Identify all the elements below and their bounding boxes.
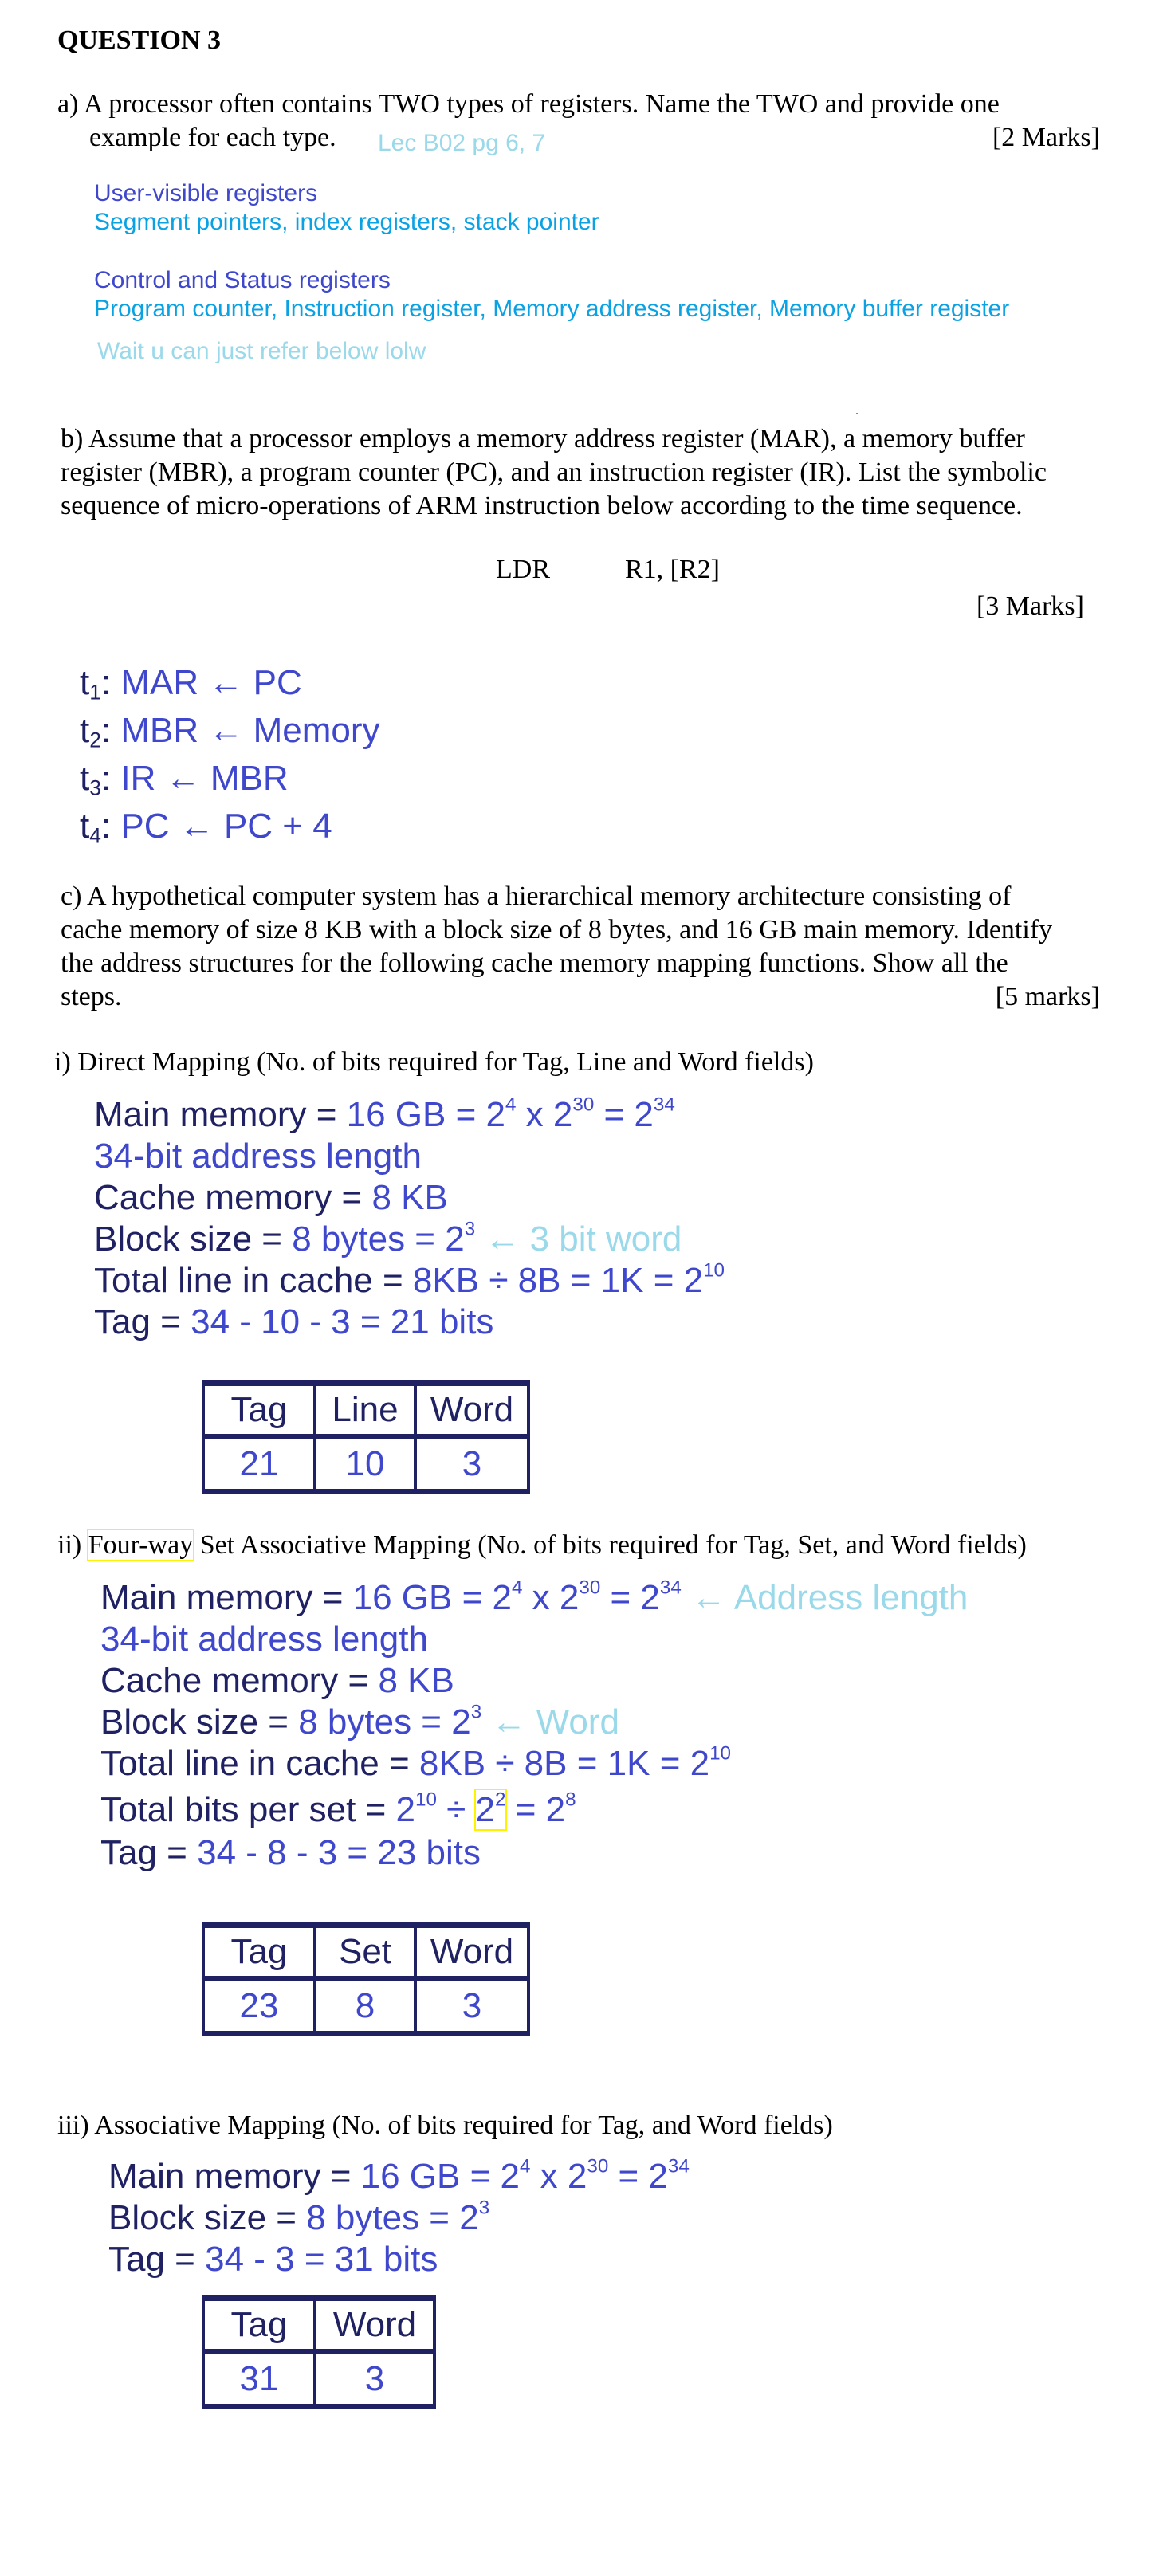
table-header-row: [203, 2299, 434, 2352]
side-note: Wait u can just refer below lolw: [97, 338, 426, 364]
register-examples-control-status: Program counter, Instruction register, Memory address register, Memory buffer register: [94, 296, 1010, 322]
part-c-text-line3: the address structures for the following cache memory mapping functions. Show all the: [61, 948, 1008, 978]
micro-op-t4: $t_4$: PC ← PC + 4: [80, 807, 332, 848]
set-block-size: Block size = 8 bytes = $2^3$ ← Word: [100, 1701, 619, 1742]
header-line: Line: [315, 1384, 415, 1437]
direct-total-lines: Total line in cache = $8KB \div 8B = 1K = 2^{10}$: [94, 1259, 725, 1300]
direct-main-memory: Main memory = 16 GB = $2^4$ x $2^{30} = 2^{34}$: [94, 1094, 675, 1134]
assoc-main-memory: Main memory = 16 GB = $2^4$ x $2^{30} = 2^{34}$: [108, 2155, 690, 2196]
value-tag: 21: [203, 1437, 315, 1492]
set-address-length: 34-bit address length: [100, 1620, 428, 1659]
direct-block-size: Block size = 8 bytes = $2^3$ ← 3 bit word: [94, 1218, 682, 1259]
instruction-opcode: LDR: [496, 555, 550, 584]
assoc-tag-calc: Tag = 34 - 3 = 31 bits: [108, 2240, 438, 2279]
assoc-block-size: Block size = 8 bytes = $2^3$: [108, 2197, 490, 2237]
part-a-text-line1: a) A processor often contains TWO types of registers. Name the TWO and provide one: [57, 89, 1000, 119]
part-c-marks: [5 marks]: [995, 982, 1100, 1011]
set-assoc-heading: ii) Four-way Set Associative Mapping (No. of bits required for Tag, Set, and Word fields): [57, 1530, 1027, 1560]
table-header-row: [203, 1384, 528, 1437]
part-a-marks: [2 Marks]: [992, 123, 1100, 152]
set-main-memory: Main memory = 16 GB = $2^4$ x $2^{30} = 2^{34}$ ← Address length: [100, 1577, 969, 1617]
header-word: Word: [315, 2299, 434, 2352]
four-way-highlight: Four-way: [88, 1530, 194, 1560]
part-b-marks: [3 Marks]: [976, 591, 1084, 621]
ways-highlight: $2^2$: [475, 1789, 506, 1829]
table-value-row: [203, 2352, 434, 2407]
part-b-text-line3: sequence of micro-operations of ARM instruction below according to the time sequence.: [61, 491, 1023, 520]
question-title: QUESTION 3: [57, 26, 221, 55]
part-c-text-line2: cache memory of size 8 KB with a block size of 8 bytes, and 16 GB main memory. Identify: [61, 915, 1053, 944]
associative-heading: iii) Associative Mapping (No. of bits required for Tag, and Word fields): [57, 2111, 833, 2140]
value-set: 8: [315, 1979, 415, 2034]
set-bits-per-set: Total bits per set = $2^{10} \div 2^2 = 2^8$: [100, 1789, 576, 1829]
header-set: Set: [315, 1926, 415, 1979]
value-tag: 31: [203, 2352, 315, 2407]
value-line: 10: [315, 1437, 415, 1492]
instruction-operands: R1, [R2]: [625, 555, 720, 584]
header-word: Word: [415, 1384, 528, 1437]
part-b-text-line2: register (MBR), a program counter (PC), and an instruction register (IR). List the symbolic: [61, 457, 1047, 487]
set-tag-calc: Tag = 34 - 8 - 3 = 23 bits: [100, 1833, 481, 1872]
value-word: 3: [415, 1437, 528, 1492]
part-b-text-line1: b) Assume that a processor employs a memory address register (MAR), a memory buffer: [61, 424, 1025, 454]
micro-op-t2: $t_2$: MBR ← Memory: [80, 711, 380, 752]
direct-cache-memory: Cache memory = 8 KB: [94, 1178, 448, 1217]
header-word: Word: [415, 1926, 528, 1979]
set-assoc-address-table: [202, 1922, 530, 2036]
direct-mapping-heading: i) Direct Mapping (No. of bits required for Tag, Line and Word fields): [54, 1047, 814, 1077]
header-tag: Tag: [203, 1926, 315, 1979]
part-a-text-line2: example for each type.: [89, 123, 336, 152]
header-tag: Tag: [203, 1384, 315, 1437]
associative-address-table: [202, 2295, 436, 2409]
header-tag: Tag: [203, 2299, 315, 2352]
part-c-text-line4: steps.: [61, 982, 122, 1011]
direct-tag-calc: Tag = 34 - 10 - 3 = 21 bits: [94, 1302, 494, 1341]
stray-dot: [856, 413, 858, 414]
set-cache-memory: Cache memory = 8 KB: [100, 1661, 454, 1700]
set-total-lines: Total line in cache = $8KB \div 8B = 1K = 2^{10}$: [100, 1742, 731, 1783]
register-type-control-status: Control and Status registers: [94, 267, 391, 293]
micro-op-t3: $t_3$: IR ← MBR: [80, 759, 289, 800]
value-word: 3: [315, 2352, 434, 2407]
register-type-user-visible: User-visible registers: [94, 180, 318, 206]
register-examples-user-visible: Segment pointers, index registers, stack pointer: [94, 209, 599, 235]
table-header-row: [203, 1926, 528, 1979]
value-tag: 23: [203, 1979, 315, 2034]
table-value-row: [203, 1979, 528, 2034]
part-c-text-line1: c) A hypothetical computer system has a hierarchical memory architecture consisting of: [61, 882, 1012, 911]
micro-op-t1: $t_1$: MAR ← PC: [80, 663, 302, 705]
table-value-row: [203, 1437, 528, 1492]
direct-address-length: 34-bit address length: [94, 1137, 422, 1176]
reference-note: Lec B02 pg 6, 7: [378, 130, 546, 156]
value-word: 3: [415, 1979, 528, 2034]
direct-address-table: [202, 1380, 530, 1494]
